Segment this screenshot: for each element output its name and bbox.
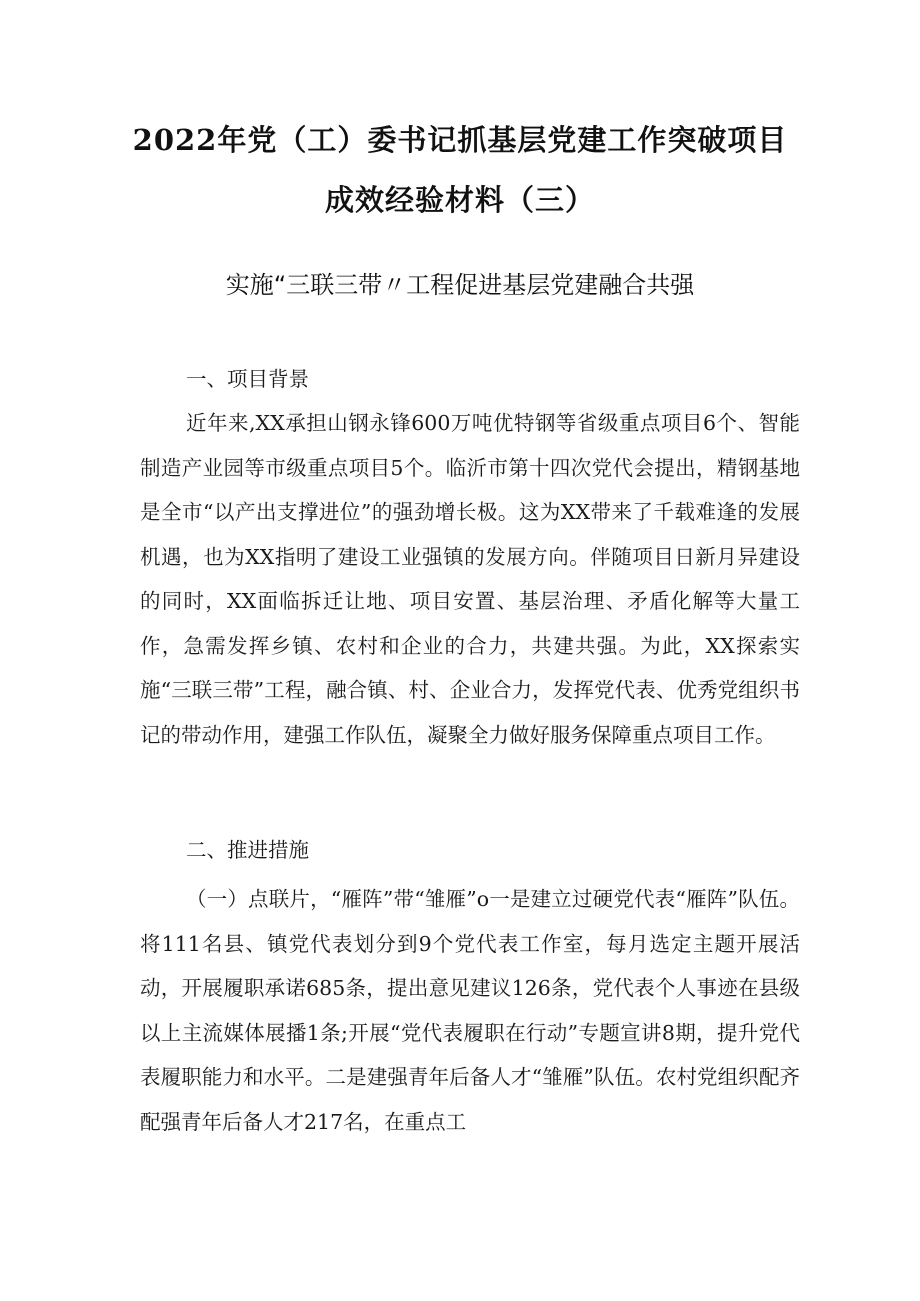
document-title-line-1: 2022年党（工）委书记抓基层党建工作突破项目: [132, 123, 788, 157]
document-title-line-2: 成效经验材料（三）: [324, 183, 595, 217]
document-subtitle: 实施“三联三带〃工程促进基层党建融合共强: [225, 271, 695, 299]
section-paragraph-background: 近年来,XX承担山钢永锋600万吨优特钢等省级重点项目6个、智能制造产业园等市级重点项目5个。临沂市第十四次党代会提出，精钢基地是全市“以产出支撑进位”的强劲增长极。这为XX带来了千载难逢的发展机遇，也为XX指明了建设工业强镇的发展方向。伴随项目日新月异建设的同时，XX面临拆迁让地、项目安置、基层治理、矛盾化解等大量工作，急需发挥乡镇、农村和企业的合力，共建共强。为此，XX探索实施“三联三带”工程，融合镇、村、企业合力，发挥党代表、优秀党组织书记的带动作用，建强工作队伍，凝聚全力做好服务保障重点项目工作。: [140, 411, 800, 747]
section-heading-background: 一、项目背景: [186, 367, 309, 391]
section-heading-measures: 二、推进措施: [186, 838, 309, 862]
section-paragraph-measures: （一）点联片，“雁阵”带“雏雁”o一是建立过硬党代表“雁阵”队伍。将111名县、镇党代表划分到9个党代表工作室，每月选定主题开展活动，开展履职承诺685条，提出意见建议126条，党代表个人事迹在县级以上主流媒体展播1条;开展“党代表履职在行动”专题宣讲8期，提升党代表履职能力和水平。二是建强青年后备人才“雏雁”队伍。农村党组织配齐配强青年后备人才217名，在重点工: [140, 887, 800, 1134]
